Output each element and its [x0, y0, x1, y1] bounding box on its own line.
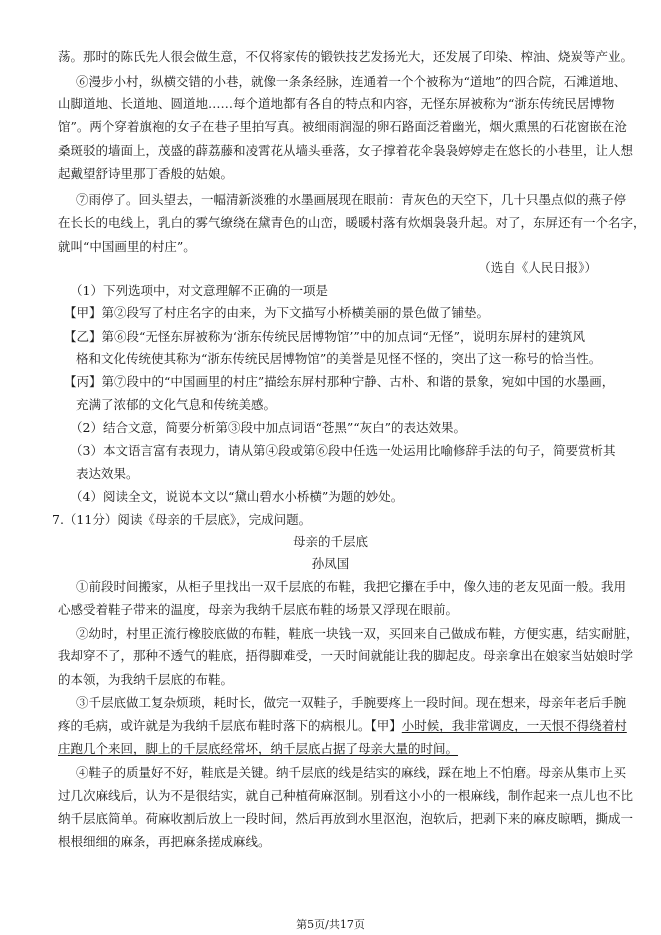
option-yi-line: 格和文化传统使其称为“浙东传统民居博物馆”的美誉是见怪不怪的，突出了这一称号的恰当性。 [76, 351, 602, 366]
question-4: （4）阅读全文，说说本文以“黛山碧水小桥横”为题的妙处。 [70, 489, 404, 504]
article-paragraph-2-line: ②幼时，村里正流行橡胶底做的布鞋，鞋底一块钱一双，买回来自己做成布鞋，方便实惠，结实耐脏， [76, 626, 639, 641]
article-title: 母亲的千层底 [292, 534, 368, 549]
article-paragraph-1-line: ①前段时间搬家，从柜子里找出一双千层底的布鞋，我把它攥在手中，像久违的老友见面一般。我用 [76, 579, 627, 594]
option-yi-line: 【乙】第⑥段“无怪东屏被称为‘浙东传统民居博物馆’”中的加点词“无怪”，说明东屏村的建筑风 [64, 329, 586, 344]
option-bing-line: 【丙】第⑦段中的“中国画里的村庄”描绘东屏村那种宁静、古朴、和谐的景象，宛如中国的水墨画， [64, 374, 615, 389]
question-3-line: （3）本文语言富有表现力，请从第④段或第⑥段中任选一处运用比喻修辞手法的句子，简要赏析其 [70, 443, 616, 458]
paragraph-7-line: 就叫“中国画里的村庄”。 [58, 239, 196, 254]
paragraph-line: 荡。那时的陈氏先人很会做生意，不仅将家传的锻铁技艺发扬光大，还发展了印染、榨油、烧炭等产业。 [58, 49, 634, 64]
article-paragraph-4-line: 根根细细的麻条，再把麻条搓成麻线。 [58, 834, 271, 849]
page-number: 第5页/共17页 [296, 918, 365, 931]
paragraph-6-line: 起戴望舒诗里那丁香般的姑娘。 [58, 166, 234, 181]
option-bing-line: 充满了浓郁的文化气息和传统美感。 [76, 397, 277, 412]
article-author: 孙凤国 [311, 556, 350, 571]
passage-marker-jia: 【甲】 [370, 718, 402, 733]
paragraph-6-line: 馆”。两个穿着旗袍的女子在巷子里拍写真。被细雨润湿的卵石路面泛着幽光，烟火熏黑的石花窗嵌在沧 [58, 119, 627, 134]
article-paragraph-1-line: 心感受着鞋子带来的温度，母亲为我纳千层底布鞋的场景又浮现在眼前。 [58, 602, 459, 617]
section-7-heading: 7.（11分）阅读《母亲的千层底》，完成问题。 [52, 512, 312, 527]
article-paragraph-4-line: ④鞋子的质量好不好，鞋底是关键。纳千层底的线是结实的麻线，踩在地上不怕磨。母亲从集市上买 [76, 765, 627, 780]
paragraph-6-line: 桑斑驳的墙面上，茂盛的薜荔藤和凌霄花从墙头垂落，女子撑着花伞袅袅婷婷走在悠长的小巷里，让人想 [58, 143, 634, 158]
article-paragraph-3-text: 疼的毛病，或许就是为我纳千层底布鞋时落下的病根儿。 [58, 718, 371, 733]
option-jia: 【甲】第②段写了村庄名字的由来，为下文描写小桥横美丽的景色做了铺垫。 [64, 305, 490, 320]
paragraph-6-line: ⑥漫步小村，纵横交错的小巷，就像一条条经脉，连通着一个个被称为“道地”的四合院，石滩道地、 [76, 74, 627, 89]
question-1: （1）下列选项中，对文意理解不正确的一项是 [70, 283, 328, 298]
article-paragraph-2-line: 我却穿不了，那种不透气的鞋底，捂得脚难受，一天时间就能让我的脚起皮。母亲拿出在娘家当姑娘时学 [58, 648, 634, 663]
paragraph-7-line: 在长长的电线上，乳白的雾气缭绕在黛青色的山峦，暖暖村落有炊烟袅袅升起。对了，东屏还有一个名字， [58, 215, 646, 230]
article-paragraph-3-line: ③千层底做工复杂烦琐，耗时长，做完一双鞋子，手腕要疼上一段时间。现在想来，母亲年老后手腕 [76, 695, 627, 710]
paragraph-7-line: ⑦雨停了。回头望去，一幅清新淡雅的水墨画展现在眼前：青灰色的天空下，几十只墨点似的燕子停 [76, 192, 627, 207]
underlined-passage-line: 庄跑几个来回，脚上的千层底经常坏，纳千层底占据了母亲大量的时间。 [58, 741, 459, 756]
article-paragraph-2-line: 的本领，为我纳千层底的布鞋。 [58, 672, 234, 687]
source-citation: （选自《人民日报》） [478, 260, 597, 275]
article-paragraph-4-line: 过几次麻线后，认为不是很结实，就自己种植荷麻沤制。别看这小小的一根麻线，制作起来一点儿也不比 [58, 788, 634, 803]
article-paragraph-4-line: 纳千层底简单。荷麻收割后放上一段时间，然后再放到水里沤泡，泡软后，把剥下来的麻皮晾晒，撕成一 [58, 811, 634, 826]
underlined-passage: 小时候，我非常调皮，一天恨不得绕着村 [401, 718, 627, 733]
question-2: （2）结合文意，简要分析第③段中加点词语“苍黑”“灰白”的表达效果。 [70, 420, 467, 435]
article-paragraph-3-line [58, 719, 627, 733]
question-3-line: 表达效果。 [76, 466, 139, 481]
paragraph-6-line: 山脚道地、长道地、圆道地……每个道地都有各自的特点和内容，无怪东屏被称为“浙东传统民居博物 [58, 96, 615, 111]
